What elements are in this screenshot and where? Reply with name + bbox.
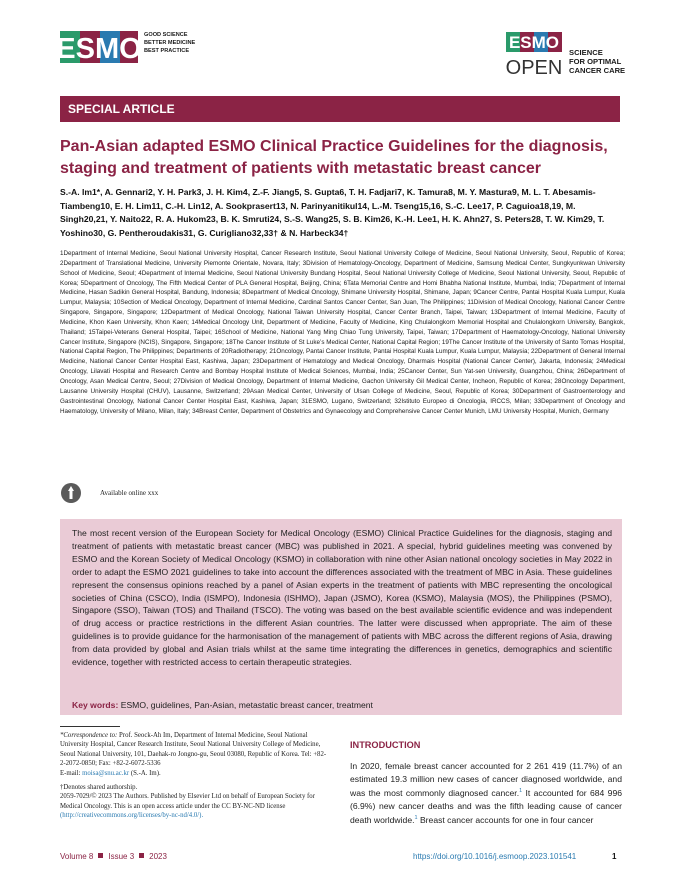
affiliations: 1Department of Internal Medicine, Seoul National University Hospital, Cancer Research Institute, Seoul National University College of Medicine, Seoul National University, Seoul, Republic of Korea; 2Department of Translational Medicine, University Piemonte Orientale, Novara, Italy; 3Division of Hematology-Oncology, Department of Medicine, Samsung Medical Center, Sungkyunkwan University School of Medicine, Seoul; 4Department of Internal Medicine, Seoul National University Bundang Hospital, Seoul National University College of Medicine, Seoul National University, Seoul, Republic of Korea; 5Department of Oncology, The Fifth Medical Center of PLA General Hospital, Beijing, China; 6Tata Memorial Centre and Homi Bhabha National Institute, Mumbai, India; 7Department of Internal Medicine, Hasan Sadikin General Hospital, Bandung, Indonesia; 8Department of Medical Oncology, Shimane University Hospital, Shimane, Japan; 9Cancer Centre, Pantai Hospital Kuala Lumpur, Kuala Lumpur, Malaysia; 10Section of Medical Oncology, Department of Internal Medicine, Cardinal Santos Cancer Center, San Juan, The Philippines; 11Division of Medical Oncology, National Cancer Centre Singapore, Singapore, Singapore; 12Department of Medical Oncology, National Taiwan University Hospital, Cancer Center Branch, Taipei, Taiwan; 13Department of Internal Medicine, Faculty of Medicine, Khon Kaen University, Khon Kaen; 14Medical Oncology Unit, Department of Medicine, Faculty of Medicine, King Chulalongkorn Memorial Hospital and Chulalongkorn University, Bangkok, Thailand; 15Taipei-Veterans General Hospital, Taipei; 16School of Medicine, National Yang Ming Chiao Tung University, Taipei, Taiwan; 17Department of Haematology-Oncology, National University Cancer Institute, Singapore (NCIS), Singapore, Singapore; 18The Cancer Institute of St Luke’s Medical Center, National Capital Region; 19The Cancer Institute of the University of Santo Tomas Hospital, National Capital Region, The Philippines; Departments of 20Radiotherapy; 21Oncology, Pantai Cancer Institute, Pantai Hospital Kuala Lumpur, Kuala Lumpur, Malaysia; 22Department of General Internal Medicine, National Cancer Center Hospital East, Kashiwa, Japan; 23Department of Hematology and Medical Oncology, Dharmais Hospital (National Cancer Center), Jakarta, Indonesia; 24Medical Oncology, Lilavati Hospital and Research Centre and Bombay Hospital Institute of Medical Sciences, Mumbai, India; 25Cancer Center, Sun Yat-sen University, Guangzhou, China; 26Department of Oncology, Asan Medical Centre, Seoul; 27Division of Medical Oncology, Department of Internal Medicine, Gachon University Gil Medical Center, Incheon, Republic of Korea; 28Oncology Department, Lausanne University Hospital (CHUV), Lausanne, Switzerland; 29Asan Medical Center, University of Ulsan College of Medicine, Seoul, Republic of Korea; 30Department of Gastroenterology and Gastrointestinal Oncology, National Cancer Center Hospital East, Kashiwa, Japan; 31ESMO, Lugano, Switzerland; 32Istituto Europeo di Oncologia, IRCCS, Milan; 33Department of Oncology and Haematology, University of Milano, Milan, Italy; 34Breast Center, Department of Obstetrics and Gynaecology and Comprehensive Cancer Center Munich, LMU University Hospital, Munich, Germany: [60, 250, 625, 415]
esmo-open-tagline: [569, 48, 625, 75]
separator-square-icon: [139, 853, 144, 858]
email-link[interactable]: moisa@snu.ac.kr: [82, 769, 130, 777]
esmo-tagline: [144, 31, 195, 55]
correspondence-text: Prof. Seock-Ah Im, Department of Internal Medicine, Seoul National University Hospital, Cancer Research Institute, Seoul National University College of Medicine, Seoul National University, 101, Daehak-ro Jongno-gu, Seoul 03080, Republic of Korea. Tel: +82-2-2072-0850; Fax: +82-2-6072-5336: [60, 732, 327, 768]
copyright-notice: [60, 792, 330, 820]
intro-sentence: Breast cancer accounts for one in four cancer: [417, 815, 594, 826]
keywords-label: Key words:: [72, 700, 119, 710]
keywords: [72, 699, 612, 711]
keywords-text: ESMO, guidelines, Pan-Asian, metastatic breast cancer, treatment: [120, 700, 373, 710]
intro-sentence: In 2020, female breast cancer accounted for 2 261 419 (11.7%) of an estimated 19.3 million new cases of cancer diagnosed worldwide, and was the most commonly diagnosed cancer.: [350, 761, 622, 799]
license-link[interactable]: (http://creativecommons.org/licenses/by-nc-nd/4.0/).: [60, 812, 204, 820]
article-title: Pan-Asian adapted ESMO Clinical Practice Guidelines for the diagnosis, staging and treatment of patients with metastatic breast cancer: [60, 138, 608, 177]
tagline-line: GOOD SCIENCE: [144, 32, 188, 38]
intro-sentence: It accounted for 684 996 (6.9%) new cancer deaths and was the fifth leading cause of cancer death worldwide.: [350, 788, 622, 826]
crossmark-icon[interactable]: [60, 482, 82, 504]
esmo-open-logo: [506, 30, 566, 80]
tagline-line: BETTER MEDICINE: [144, 40, 196, 46]
tagline-line: BEST PRACTICE: [144, 48, 190, 54]
tagline-line: FOR OPTIMAL: [569, 57, 622, 66]
tagline-line: SCIENCE: [569, 48, 603, 57]
abstract-text: The most recent version of the European Society for Medical Oncology (ESMO) Clinical Practice Guidelines for the diagnosis, staging and treatment of patients with metastatic breast cancer (MBC) was published in 2021. A special, hybrid guidelines meeting was convened by ESMO and the Korean Society of Medical Oncology (KSMO) in collaboration with nine other Asian national oncology societies in May 2022 in order to adapt the ESMO 2021 guidelines to take into account the differences associated with the treatment of MBC in Asia. These guidelines represent the consensus opinions reached by a panel of Asian experts in the treatment of patients with MBC representing the oncological societies of China (CSCO), India (ISMPO), Indonesia (ISHMO), Japan (JSMO), Korea (KSMO), Malaysia (MOS), the Philippines (PSMO), Singapore (SSO), Taiwan (TOS) and Thailand (TSCO). The voting was based on the best available scientific evidence and was independent of drug access or practice restrictions in the different Asian countries. The latter were discussed when appropriate. The aim of these guidelines is to provide guidance for the harmonisation of the management of patients with MBC across the different regions of Asia, drawing from data provided by global and Asian trials whilst at the same time integrating the differences in genetics, demographics and scientific evidence, together with restricted access to certain therapeutic strategies.: [72, 528, 612, 668]
footer-issue: Issue 3: [108, 852, 135, 861]
correspondence-label: *Correspondence to:: [60, 732, 118, 739]
footer-volume: Volume 8: [60, 852, 94, 861]
email-line: [60, 769, 330, 778]
citation-link[interactable]: 1: [414, 815, 418, 822]
shared-authorship: †Denotes shared authorship.: [60, 784, 138, 792]
footer-doi-link[interactable]: https://doi.org/10.1016/j.esmoop.2023.101541: [413, 852, 577, 861]
email-suffix: (S.-A. Im).: [130, 769, 161, 777]
copyright-text: 2059-7029/© 2023 The Authors. Published by Elsevier Ltd on behalf of European Society for Medical Oncology. This is an open access article under the CC BY-NC-ND license: [60, 793, 315, 810]
correspondence-footnote: [60, 731, 330, 821]
correspondence-block: [60, 731, 330, 769]
footer-year: 2023: [149, 852, 167, 861]
page-number: 1: [612, 852, 617, 861]
citation-link[interactable]: 1: [519, 788, 523, 795]
open-logo-bottom-text: OPEN: [506, 57, 563, 79]
tagline-line: CANCER CARE: [569, 66, 626, 75]
email-label: E-mail:: [60, 769, 81, 777]
footer-journal-info: [60, 852, 167, 861]
esmo-logo: [60, 27, 140, 67]
intro-text: [350, 760, 622, 827]
available-online: Available online xxx: [100, 489, 159, 497]
article-type-banner: SPECIAL ARTICLE: [60, 96, 620, 122]
footnote-divider: [60, 726, 120, 727]
esmo-logo-text: ESMO: [60, 33, 140, 65]
separator-square-icon: [98, 853, 103, 858]
open-logo-top-text: ESMO: [508, 33, 560, 52]
author-list: S.-A. Im1*, A. Gennari2, Y. H. Park3, J. H. Kim4, Z.-F. Jiang5, S. Gupta6, T. H. Fadjari7, K. Tamura8, M. Y. Mastura9, M. L. T. Abesamis-Tiambeng10, E. H. Lim11, C.-H. Lin12, A. Sookprasert13, N. Parinyanitikul14, L.-M. Tseng15,16, S.-C. Lee17, P. Caguioa18,19, M. Singh20,21, Y. Naito22, R. A. Hukom23, B. K. Smruti24, S.-S. Wang25, S. B. Kim26, K.-H. Lee1, H. K. Ahn27, S. Peters28, T. W. Kim29, T. Yoshino30, G. Pentheroudakis31, G. Curigliano32,33† & N. Harbeck34†: [60, 187, 605, 239]
intro-heading: INTRODUCTION: [350, 740, 421, 750]
